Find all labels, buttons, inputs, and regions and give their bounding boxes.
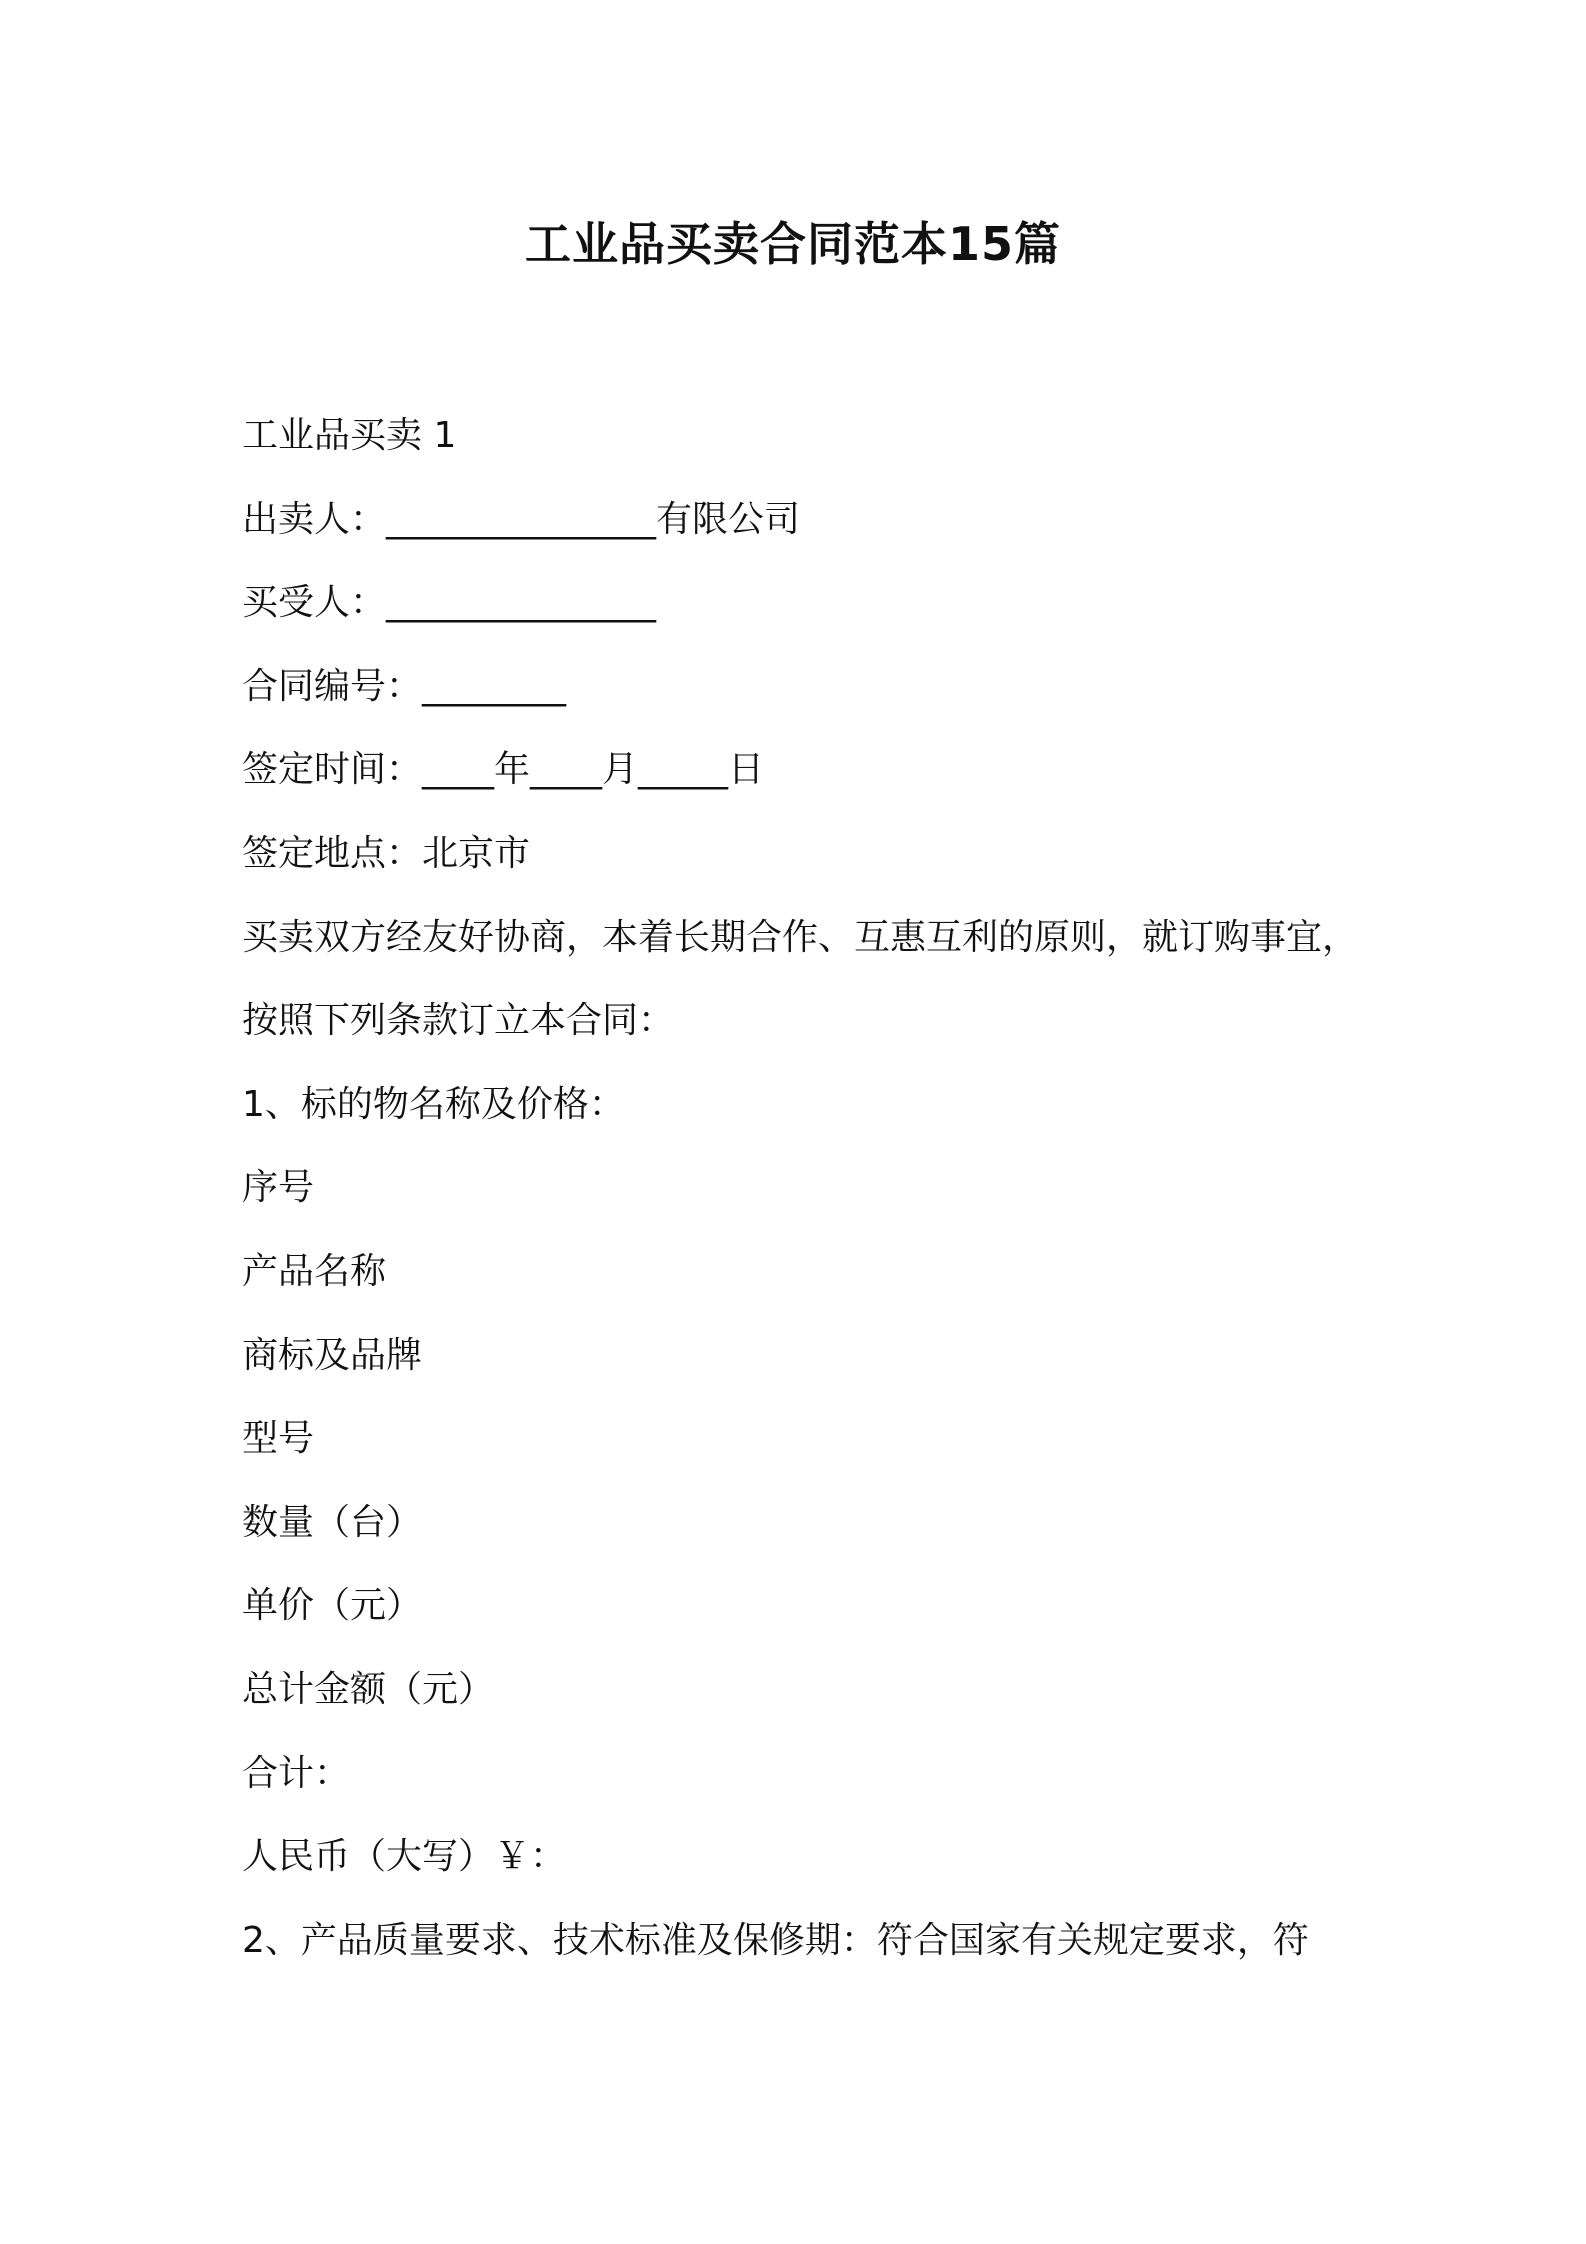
- preamble-line-1: 买卖双方经友好协商，本着长期合作、互惠互利的原则，就订购事宜，: [242, 916, 1359, 958]
- field-trademark-brand: 商标及品牌: [242, 1334, 423, 1376]
- field-quantity: 数量（台）: [242, 1501, 423, 1543]
- document-body: [242, 406, 1362, 1994]
- section-heading: 工业品买卖 1: [242, 415, 457, 456]
- seller-line: 出卖人：_______________有限公司: [242, 498, 801, 540]
- buyer-line: 买受人：_______________: [242, 582, 657, 624]
- field-rmb-uppercase: 人民币（大写）￥：: [242, 1836, 567, 1878]
- document-title: 工业品买卖合同范本15篇: [524, 217, 1061, 271]
- contract-number-line: 合同编号：________: [242, 665, 567, 707]
- field-unit-price: 单价（元）: [242, 1585, 423, 1627]
- field-product-name: 产品名称: [242, 1250, 387, 1292]
- field-serial-number: 序号: [242, 1167, 315, 1209]
- clause-2-line: 2、产品质量要求、技术标准及保修期：符合国家有关规定要求，符: [242, 1919, 1309, 1961]
- signing-date-line: 签定时间：____年____月_____日: [242, 749, 765, 791]
- field-sum: 合计：: [242, 1752, 351, 1794]
- signing-place-line: 签定地点：北京市: [242, 832, 531, 874]
- field-model: 型号: [242, 1418, 315, 1460]
- field-total-amount: 总计金额（元）: [242, 1668, 495, 1710]
- clause-1-heading: 1、标的物名称及价格：: [242, 1083, 625, 1125]
- preamble-line-2: 按照下列条款订立本合同：: [242, 1000, 675, 1042]
